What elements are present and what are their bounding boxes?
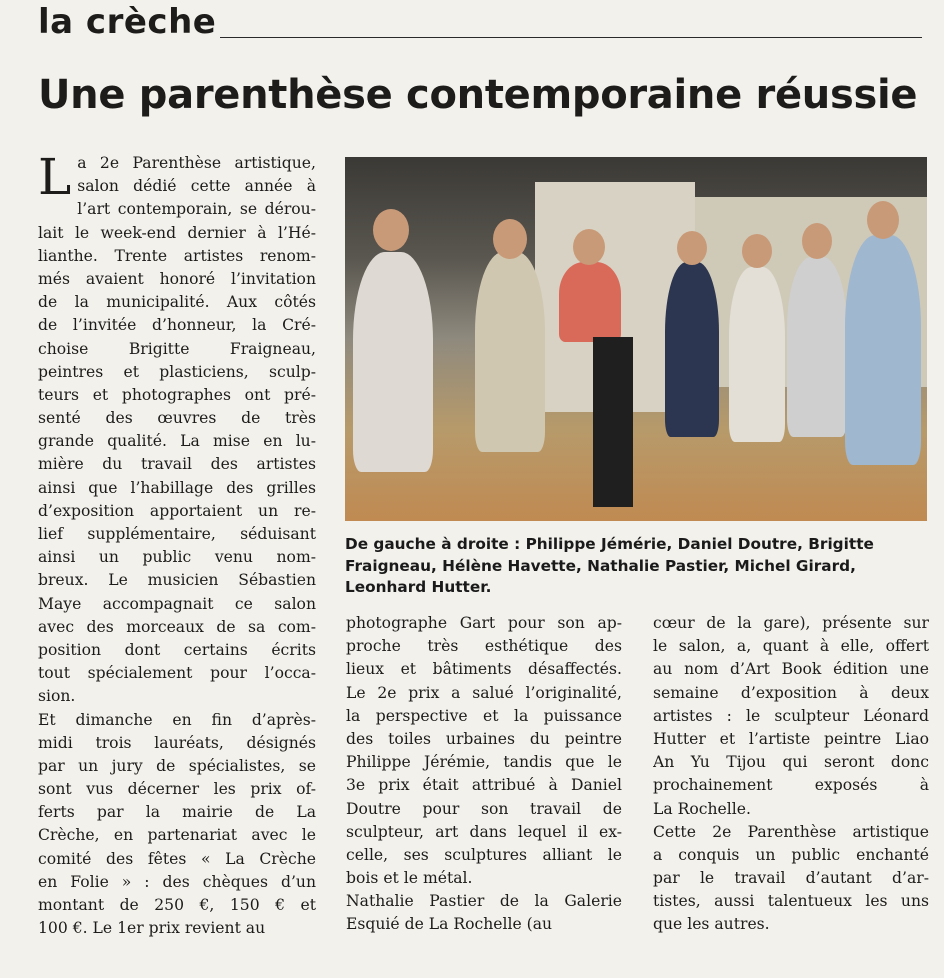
text-line: Crèche, en partenariat avec le <box>38 826 316 845</box>
text-line: a 2e Parenthèse artistique, <box>77 154 316 172</box>
text-line: Esquié de La Rochelle (au <box>346 915 553 934</box>
text-line: Nathalie Pastier de la Galerie <box>346 892 622 911</box>
text-line: sont vus décerner les prix of- <box>38 780 316 799</box>
text-line: par le travail d’autant d’ar- <box>653 869 929 888</box>
text-line: prochainement exposés à <box>653 776 929 795</box>
photo-caption <box>345 534 905 599</box>
text-line: avec des morceaux de sa com- <box>38 617 316 636</box>
column-1-lines <box>38 148 316 940</box>
text-line: 3e prix était attribué à Daniel <box>346 776 622 795</box>
text-line: 100 €. Le 1er prix revient au <box>38 919 266 938</box>
article-column-2 <box>346 612 622 937</box>
text-line: ainsi que l’habillage des grilles <box>38 478 316 497</box>
text-line: Philippe Jérémie, tandis que le <box>346 753 622 772</box>
text-line: midi trois lauréats, désignés <box>38 733 316 752</box>
text-line: que les autres. <box>653 915 770 934</box>
text-line: cœur de la gare), présente sur <box>653 614 929 632</box>
text-line: sion. <box>38 687 76 706</box>
text-line: lait le week-end dernier à l’Hé- <box>38 223 316 242</box>
text-line: sculpteur, art dans lequel il ex- <box>346 822 622 841</box>
text-line: celle, ses sculptures alliant le <box>346 845 622 864</box>
drop-cap: L <box>38 148 72 206</box>
text-line: de la municipalité. Aux côtés <box>38 293 316 312</box>
text-line: salon dédié cette année à <box>77 177 316 196</box>
text-line: lianthe. Trente artistes renom- <box>38 246 316 265</box>
text-line: au nom d’Art Book édition une <box>653 660 929 679</box>
text-line: més avaient honoré l’invitation <box>38 269 316 288</box>
text-line: tout spécialement pour l’occa- <box>38 664 316 683</box>
text-line: Le 2e prix a salué l’originalité, <box>346 683 622 702</box>
text-line: Maye accompagnait ce salon <box>38 594 316 613</box>
text-line: Cette 2e Parenthèse artistique <box>653 822 929 841</box>
text-line: d’exposition apportaient un re- <box>38 501 316 520</box>
text-line: tistes, aussi talentueux les uns <box>653 892 929 911</box>
text-line: artistes : le sculpteur Léonard <box>653 706 929 725</box>
article-column-3 <box>653 612 929 937</box>
text-line: lieux et bâtiments désaffectés. <box>346 660 622 679</box>
rubric-rule <box>220 37 922 38</box>
text-line: An Yu Tijou qui seront donc <box>653 753 929 772</box>
text-line: comité des fêtes « La Crèche <box>38 849 316 868</box>
text-line: des toiles urbaines du peintre <box>346 729 622 748</box>
text-line: bois et le métal. <box>346 869 473 888</box>
text-line: la perspective et la puissance <box>346 706 622 725</box>
text-line: breux. Le musicien Sébastien <box>38 571 316 590</box>
text-line: par un jury de spécialistes, se <box>38 756 316 775</box>
text-line: lief supplémentaire, séduisant <box>38 525 316 543</box>
caption-line: Leonhard Hutter. <box>345 578 492 596</box>
text-line: teurs et photographes ont pré- <box>38 385 316 404</box>
text-line: semaine d’exposition à deux <box>653 683 929 702</box>
text-line: a conquis un public enchanté <box>653 845 929 864</box>
text-line: ainsi un public venu nom- <box>38 548 316 567</box>
text-line: proche très esthétique des <box>346 637 622 656</box>
text-line: montant de 250 €, 150 € et <box>38 896 316 914</box>
event-photo <box>345 157 927 521</box>
text-line: Et dimanche en fin d’après- <box>38 710 316 729</box>
caption-line: De gauche à droite : Philippe Jémérie, Daniel Doutre, Brigitte <box>345 535 874 553</box>
text-line: photographe Gart pour son ap- <box>346 614 622 632</box>
text-line: position dont certains écrits <box>38 640 316 659</box>
text-line: ferts par la mairie de La <box>38 803 316 822</box>
text-line: La Rochelle. <box>653 799 751 818</box>
section-rubric: la crèche <box>38 2 217 42</box>
text-line: le salon, a, quant à elle, offert <box>653 637 929 656</box>
article-column-1 <box>38 148 316 940</box>
text-line: peintres et plasticiens, sculp- <box>38 362 316 381</box>
text-line: grande qualité. La mise en lu- <box>38 432 316 451</box>
caption-line: Fraigneau, Hélène Havette, Nathalie Pastier, Michel Girard, <box>345 556 856 575</box>
text-line: senté des œuvres de très <box>38 409 316 428</box>
article-headline: Une parenthèse contemporaine réussie <box>38 72 918 118</box>
text-line: Doutre pour son travail de <box>346 799 622 818</box>
text-line: mière du travail des artistes <box>38 455 316 474</box>
text-line: de l’invitée d’honneur, la Cré- <box>38 316 316 335</box>
text-line: choise Brigitte Fraigneau, <box>38 339 316 358</box>
text-line: en Folie » : des chèques d’un <box>38 872 316 891</box>
text-line: Hutter et l’artiste peintre Liao <box>653 729 929 748</box>
text-line: l’art contemporain, se dérou- <box>77 200 316 219</box>
